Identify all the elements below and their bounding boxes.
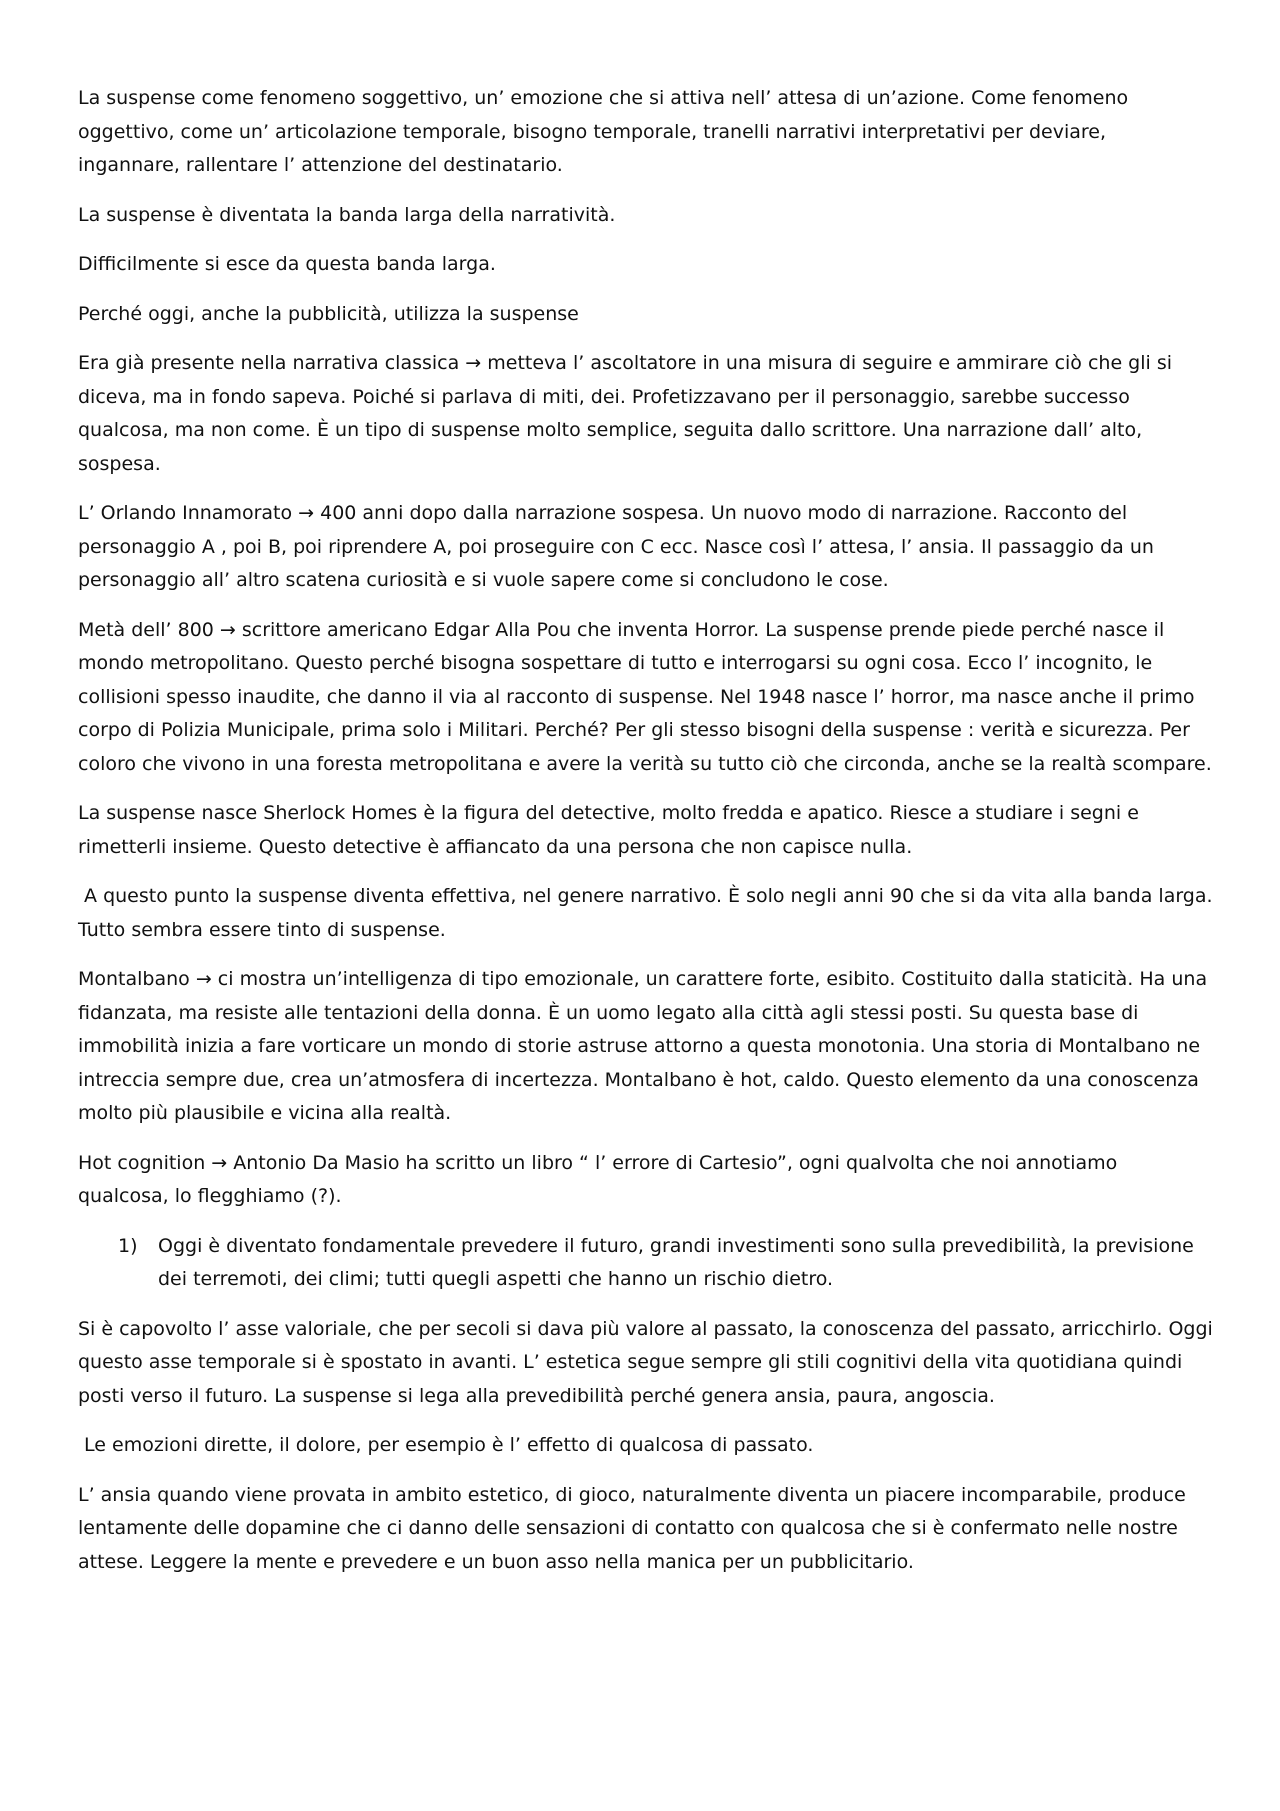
- paragraph-1: La suspense come fenomeno soggettivo, un’ emozione che si attiva nell’ attesa di un’azione. Come fenomeno oggettivo, come un’ articolazione temporale, bisogno temporale, tranelli narrativi interpretativi per deviare, ingannare, rallentare l’ attenzione del destinatario.: [78, 87, 1129, 176]
- paragraph-8: La suspense nasce Sherlock Homes è la figura del detective, molto fredda e apatico. Riesce a studiare i segni e rimetterli insieme. Questo detective è affiancato da una persona che non capisce nulla.: [78, 802, 1139, 858]
- paragraph-6: L’ Orlando Innamorato → 400 anni dopo dalla narrazione sospesa. Un nuovo modo di narrazione. Racconto del personaggio A , poi B, poi riprendere A, poi proseguire con C ecc. Nasce così l’ attesa, l’ ansia. Il passaggio da un personaggio all’ altro scatena curiosità e si vuole sapere come si concludono le cose.: [78, 502, 1154, 591]
- paragraph-4: Perché oggi, anche la pubblicità, utilizza la suspense: [78, 302, 579, 325]
- numbered-list-item: [78, 1230, 1213, 1297]
- paragraph-5: Era già presente nella narrativa classica → metteva l’ ascoltatore in una misura di seguire e ammirare ciò che gli si diceva, ma in fondo sapeva. Poiché si parlava di miti, dei. Profetizzavano per il personaggio, sarebbe successo qualcosa, ma non come. È un tipo di suspense molto semplice, seguita dallo scrittore. Una narrazione dall’ alto, sospesa.: [78, 352, 1173, 475]
- list-item-text: Oggi è diventato fondamentale prevedere il futuro, grandi investimenti sono sulla prevedibilità, la previsione dei terremoti, dei climi; tutti quegli aspetti che hanno un rischio dietro.: [158, 1234, 1194, 1290]
- paragraph-2: La suspense è diventata la banda larga della narratività.: [78, 203, 616, 226]
- paragraph-12: Si è capovolto l’ asse valoriale, che per secoli si dava più valore al passato, la conoscenza del passato, arricchirlo. Oggi questo asse temporale si è spostato in avanti. L’ estetica segue sempre gli stili cognitivi della vita quotidiana quindi posti verso il futuro. La suspense si lega alla prevedibilità perché genera ansia, paura, angoscia.: [78, 1317, 1213, 1407]
- paragraph-14: L’ ansia quando viene provata in ambito estetico, di gioco, naturalmente diventa un piacere incomparabile, produce lentamente delle dopamine che ci danno delle sensazioni di contatto con qualcosa che si è confermato nelle nostre attese. Leggere la mente e prevedere e un buon asso nella manica per un pubblicitario.: [78, 1483, 1186, 1573]
- paragraph-7: Metà dell’ 800 → scrittore americano Edgar Alla Pou che inventa Horror. La suspense prende piede perché nasce il mondo metropolitano. Questo perché bisogna sospettare di tutto e interrogarsi su ogni cosa. Ecco l’ incognito, le collisioni spesso inaudite, che danno il via al racconto di suspense. Nel 1948 nasce l’ horror, ma nasce anche il primo corpo di Polizia Municipale, prima solo i Militari. Perché? Per gli stesso bisogni della suspense : verità e sicurezza. Per coloro che vivono in una foresta metropolitana e avere la verità su tutto ciò che circonda, anche se la realtà scompare.: [78, 618, 1212, 775]
- paragraph-9: A questo punto la suspense diventa effettiva, nel genere narrativo. È solo negli anni 90 che si da vita alla banda larga. Tutto sembra essere tinto di suspense.: [78, 885, 1219, 941]
- paragraph-3: Difficilmente si esce da questa banda larga.: [78, 253, 496, 275]
- paragraph-10: Montalbano → ci mostra un’intelligenza di tipo emozionale, un carattere forte, esibito. Costituito dalla staticità. Ha una fidanzata, ma resiste alle tentazioni della donna. È un uomo legato alla città agli stessi posti. Su questa base di immobilità inizia a fare vorticare un mondo di storie astruse attorno a questa monotonia. Una storia di Montalbano ne intreccia sempre due, crea un’atmosfera di incertezza. Montalbano è hot, caldo. Questo elemento da una conoscenza molto più plausibile e vicina alla realtà.: [78, 968, 1208, 1124]
- document-page: [78, 82, 1219, 1595]
- paragraph-11: Hot cognition → Antonio Da Masio ha scritto un libro “ l’ errore di Cartesio”, ogni qualvolta che noi annotiamo qualcosa, lo flegghiamo (?).: [78, 1151, 1118, 1207]
- list-marker: 1): [118, 1234, 138, 1257]
- paragraph-13: Le emozioni dirette, il dolore, per esempio è l’ effetto di qualcosa di passato.: [78, 1434, 814, 1456]
